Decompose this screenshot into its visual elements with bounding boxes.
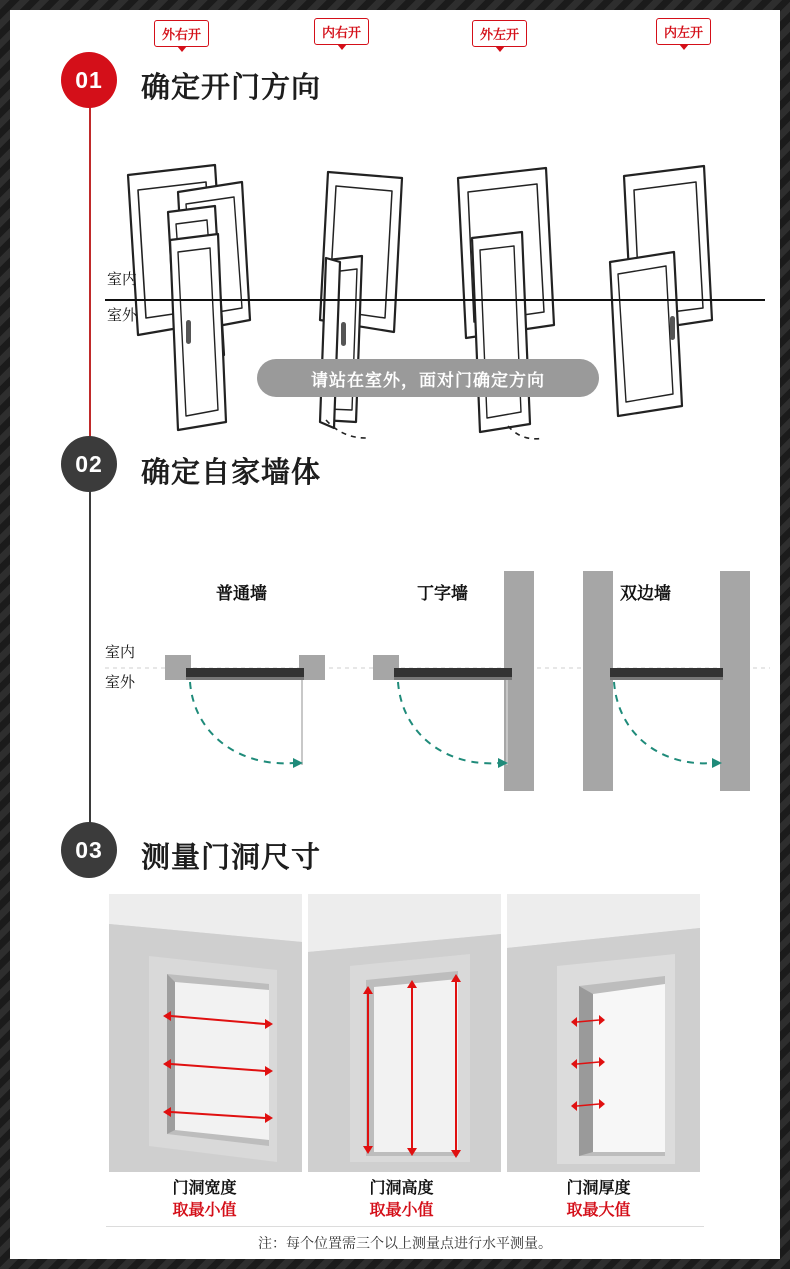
label-outdoor-2: 室外 bbox=[105, 674, 136, 691]
step-badge-03: 03 bbox=[61, 822, 117, 878]
step-badge-02: 02 bbox=[61, 436, 117, 492]
step-badge-01: 01 bbox=[61, 52, 117, 108]
door-direction-tag-1: 外右开 bbox=[154, 20, 209, 47]
measure-captions bbox=[109, 1178, 700, 1222]
step-title-01: 确定开门方向 bbox=[141, 72, 322, 104]
door-direction-tag-2: 内右开 bbox=[314, 18, 369, 45]
photo-door-height bbox=[308, 894, 501, 1172]
step-title-02: 确定自家墙体 bbox=[141, 457, 322, 489]
photo-door-width bbox=[109, 894, 302, 1172]
caption-height bbox=[306, 1178, 497, 1222]
label-indoor-1: 室内 bbox=[107, 271, 138, 288]
wall-type-title-2: 丁字墙 bbox=[417, 584, 468, 603]
wall-type-title-1: 普通墙 bbox=[216, 584, 267, 603]
caption-height-rule: 取最小值 bbox=[369, 1202, 434, 1219]
door-direction-tag-3: 外左开 bbox=[472, 20, 527, 47]
wall-type-illustrations bbox=[10, 555, 780, 805]
label-indoor-2: 室内 bbox=[105, 644, 136, 661]
door-direction-tag-4: 内左开 bbox=[656, 18, 711, 45]
wall-type-title-3: 双边墙 bbox=[620, 584, 671, 603]
caption-height-name: 门洞高度 bbox=[369, 1180, 434, 1197]
caption-thickness-rule: 取最大值 bbox=[566, 1202, 631, 1219]
caption-width-name: 门洞宽度 bbox=[172, 1180, 237, 1197]
caption-width bbox=[109, 1178, 300, 1222]
caption-width-rule: 取最小值 bbox=[172, 1202, 237, 1219]
footnote-divider bbox=[106, 1226, 704, 1227]
measure-footnote: 注：每个位置需三个以上测量点进行水平测量。 bbox=[258, 1235, 552, 1251]
measure-photo-row bbox=[109, 894, 700, 1172]
label-outdoor-1: 室外 bbox=[107, 307, 138, 324]
guide-page bbox=[10, 10, 780, 1259]
direction-note-banner: 请站在室外，面对门确定方向 bbox=[257, 359, 599, 397]
ground-line-1 bbox=[105, 299, 765, 301]
caption-thickness-name: 门洞厚度 bbox=[566, 1180, 631, 1197]
door-direction-illustrations bbox=[10, 120, 780, 460]
step-title-03: 测量门洞尺寸 bbox=[141, 842, 322, 874]
caption-thickness bbox=[503, 1178, 694, 1222]
photo-door-thickness bbox=[507, 894, 700, 1172]
